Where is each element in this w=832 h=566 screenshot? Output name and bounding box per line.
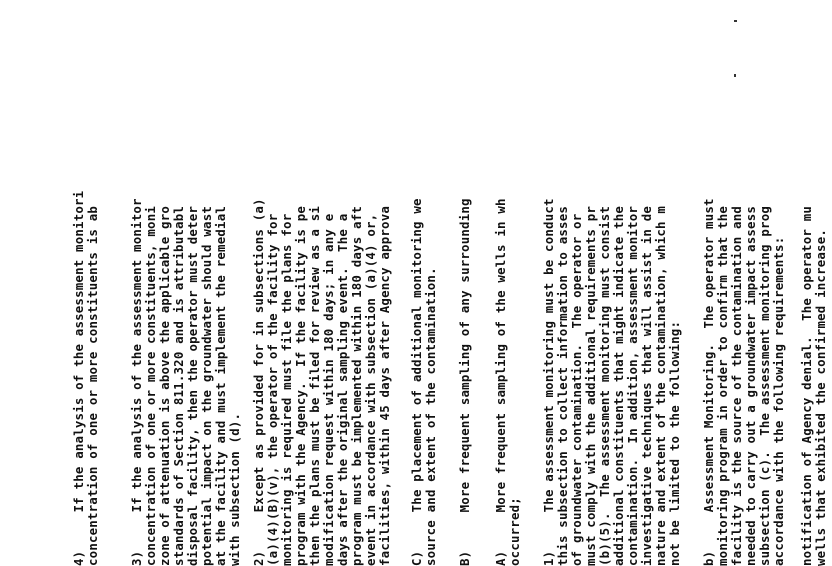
rotated-text-block [72,0,832,566]
text-line: with subsection (d). [227,412,242,566]
text-line: monitoring program in order to confirm that the [715,205,730,566]
text-line: occurred; [507,497,522,566]
text-line: of groundwater contamination. The operator or [569,213,584,566]
text-line: (b)(5). The assessment monitoring must consist [597,205,612,566]
text-line: 2) Except as provided for in subsections (a) [251,198,266,566]
text-line: disposal facility, then the operator must deter [185,205,200,566]
text-line: 1) The assessment monitoring must be conduct [541,198,556,566]
text-line: program must be implemented within 180 days aft [349,205,364,566]
text-line: 3) If the analysis of the assessment monitor [129,198,144,566]
text-line: (a)(4)(B)(v), the operator of the facility for [265,213,280,566]
text-line: zone of attenuation is above the applicable gro [157,205,172,566]
text-line: nature and extent of the contamination, which m [653,205,668,566]
text-line: additional constituents that might indicate the [611,205,626,566]
text-line: source and extent of the contamination. [423,267,438,566]
text-line: subsection (c). The assessment monitoring prog [757,205,772,566]
text-line: days after the original sampling event. The a [335,213,350,566]
text-line: A) More frequent sampling of the wells in wh [493,198,508,566]
text-line: monitoring is required must file the plans for [279,213,294,566]
text-line: not be limited to the following: [667,320,682,566]
text-line: b) Assessment Monitoring. The operator must [701,198,716,566]
text-line: then the plans must be filed for review as a si [307,205,322,566]
text-line: wells that exhibited the confirmed increase. [813,228,828,566]
text-line: notification of Agency denial. The operator mu [799,205,814,566]
text-line: facility is the source of the contamination and [729,205,744,566]
text-line: facilities, within 45 days after Agency approva [377,205,392,566]
text-line: standards of Section 811.320 and is attributabl [171,205,186,566]
text-line: at the facility and must implement the remedial [213,205,228,566]
text-line: concentration of one or more constituents is ab [85,205,100,566]
text-line: C) The placement of additional monitoring we [409,198,424,566]
text-line: accordance with the following requirements: [771,236,786,566]
text-line: event in accordance with subsection (a)(4) or, [363,213,378,566]
text-line: needed to carry out a groundwater impact assess [743,205,758,566]
text-line: B) More frequent sampling of any surrounding [457,198,472,566]
text-line: investigative techniques that will assist in de [639,205,654,566]
text-line: this subsection to collect information to asses [555,205,570,566]
text-line: potential impact on the groundwater should wast [199,205,214,566]
text-line: 4) If the analysis of the assessment monitori [71,190,86,566]
text-line: concentration of one or more constituents, moni [143,205,158,566]
text-line: modification request within 180 days; in any e [321,213,336,566]
text-line: contamination. In addition, assessment monitor [625,205,640,566]
text-line: must comply with the additional requirements pr [583,205,598,566]
text-line: program with the Agency. If the facility is pe [293,205,308,566]
